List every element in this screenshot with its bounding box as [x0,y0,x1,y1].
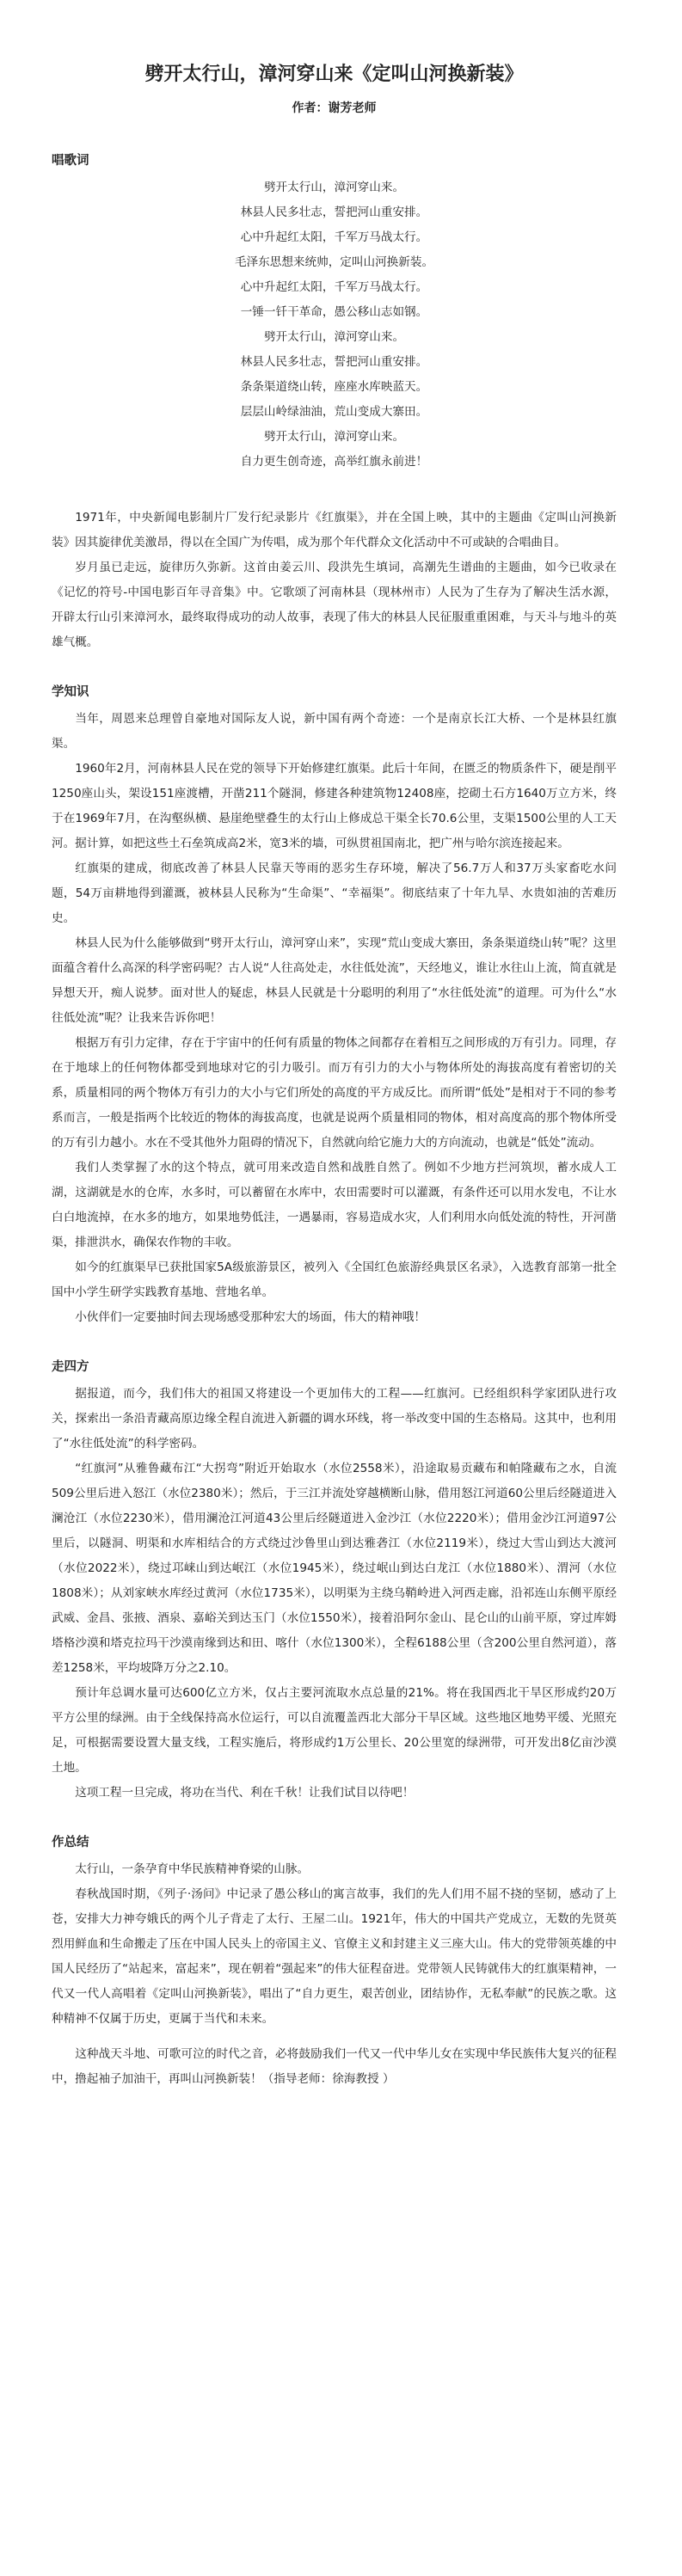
lyric-line: 毛泽东思想来统帅，定叫山河换新装。 [234,255,434,269]
lyric-line: 心中升起红太阳，千军万马战太行。 [240,230,428,244]
lyric-line: 劈开太行山，漳河穿山来。 [263,330,405,344]
paragraph: 春秋战国时期，《列子·汤问》中记录了愚公移山的寓言故事，我们的先人们用不屈不挠的坚韧，感动了上苍，安排大力神夸娥氏的两个儿子背走了太行、王屋二山。1921年，伟大的中国共产党成立，无数的先贤英烈用鲜血和生命搬走了压在中国人民头上的帝国主义、官僚主义和封建主义三座大山。伟大的党带领英雄的中国人民经历了“站起来，富起来”，现在朝着“强起来”的伟大征程奋进。党带领人民铸就伟大的红旗渠精神，一代又一代人高唱着《定叫山河换新装》，唱出了“自力更生，艰苦创业，团结协作，无私奉献”的民族之歌。这种精神不仅属于历史，更属于当代和未来。 [52,1887,617,2026]
lyric-line: 心中升起红太阳，千军万马战太行。 [240,280,428,294]
paragraph: 小伙伴们一定要抽时间去现场感受那种宏大的场面，伟大的精神哦！ [75,1310,426,1324]
paragraph: 这项工程一旦完成，将功在当代、利在千秋！让我们试目以待吧！ [75,1786,415,1800]
paragraph: 这种战天斗地、可歌可泣的时代之音，必将鼓励我们一代又一代中华儿女在实现中华民族伟大复兴的征程中，撸起袖子加油干，再叫山河换新装！（指导老师：徐海教授 ） [52,2047,617,2086]
paragraph: 如今的红旗渠早已获批国家5A级旅游景区，被列入《全国红色旅游经典景区名录》，入选教育部第一批全国中小学生研学实践教育基地、营地名单。 [52,1260,617,1299]
paragraph: 1960年2月，河南林县人民在党的领导下开始修建红旗渠。此后十年间，在匮乏的物质条件下，硬是削平1250座山头，架设151座渡槽，开凿211个隧洞，修建各种建筑物12408座，挖砌土石方1640万立方米，终于在1969年7月，在沟壑纵横、悬崖绝壁叠生的太行山上修成总干渠全长70.6公里，支渠1500公里的人工天河。据计算，如把这些土石垒筑成高2米，宽3米的墙，可纵贯祖国南北，把广州与哈尔滨连接起来。 [52,762,617,850]
section-sing [52,148,617,655]
paragraph: 我们人类掌握了水的这个特点，就可用来改造自然和战胜自然了。例如不少地方拦河筑坝，蓄水成人工湖，这湖就是水的仓库，水多时，可以蓄留在水库中，农田需要时可以灌溉，有条件还可以用水发电，不让水白白地流掉，在水多的地方，如果地势低洼，一遇暴雨，容易造成水灾，人们利用水向低处流的特性，开河凿渠，排泄洪水，确保农作物的丰收。 [52,1161,617,1249]
lyric-line: 层层山岭绿油油，荒山变成大寨田。 [240,405,428,419]
paragraph: 预计年总调水量可达600亿立方米，仅占主要河流取水点总量的21%。将在我国西北干旱区形成约20万平方公里的绿洲。由于全线保持高水位运行，可以自流覆盖西北大部分干旱区域。这些地区地势平缓、光照充足，可根据需要设置大量支线，工程实施后，将形成约1万公里长、20公里宽的绿洲带，可开发出8亿亩沙漠土地。 [52,1686,617,1775]
section-learn [52,679,617,1330]
lyric-line: 劈开太行山，漳河穿山来。 [263,181,405,194]
section-heading-walk: 走四方 [52,1360,89,1374]
section-heading-sing: 唱歌词 [52,154,89,168]
paragraph: “红旗河”从雅鲁藏布江“大拐弯”附近开始取水（水位2558米），沿途取易贡藏布和帕隆藏布之水，自流509公里后进入怒江（水位2380米）；然后，于三江并流处穿越横断山脉，借用怒江河道60公里后经隧道进入澜沧江（水位2230米），借用澜沧江河道43公里后经隧道进入金沙江（水位2220米）；借用金沙江河道97公里后，以隧洞、明渠和水库相结合的方式绕过沙鲁里山到达雅砻江（水位2119米），绕过大雪山到达大渡河（水位2022米），绕过邛崃山到达岷江（水位1945米），绕过岷山到达白龙江（水位1880米）、渭河（水位1808米）；从刘家峡水库经过黄河（水位1735米），以明渠为主绕乌鞘岭进入河西走廊，沿祁连山东侧平原经武威、金昌、张掖、酒泉、嘉峪关到达玉门（水位1550米），接着沿阿尔金山、昆仑山的山前平原，穿过库姆塔格沙漠和塔克拉玛干沙漠南缘到达和田、喀什（水位1300米），全程6188公里（含200公里自然河道），落差1258米，平均坡降万分之2.10。 [52,1462,617,1675]
section-summary [52,1830,617,2092]
lyric-line: 条条渠道绕山转，座座水库映蓝天。 [240,380,428,394]
paragraph: 红旗渠的建成，彻底改善了林县人民靠天等雨的恶劣生存环境，解决了56.7万人和37万头家畜吃水问题，54万亩耕地得到灌溉，被林县人民称为“生命渠”、“幸福渠”。彻底结束了十年九旱、水贵如油的苦难历史。 [52,862,617,925]
paragraph: 林县人民为什么能够做到“劈开太行山，漳河穿山来”，实现“荒山变成大寨田，条条渠道绕山转”呢？这里面蕴含着什么高深的科学密码呢？古人说“人往高处走，水往低处流”，天经地义，谁让水往山上流，简直就是异想天开，痴人说梦。面对世人的疑虑，林县人民就是十分聪明的利用了“水往低处流”的道理。可为什么“水往低处流”呢？让我来告诉你吧！ [52,936,617,1025]
paragraph: 根据万有引力定律，存在于宇宙中的任何有质量的物体之间都存在着相互之间形成的万有引力。同理，存在于地球上的任何物体都受到地球对它的引力吸引。而万有引力的大小与物体所处的海拔高度有着密切的关系，质量相同的两个物体万有引力的大小与它们所处的高度的平方成反比。而所谓“低处”是相对于不同的参考系而言，一般是指两个比较近的物体的海拔高度，也就是说两个质量相同的物体，相对高度高的那个物体所受的万有引力越小。水在不受其他外力阻碍的情况下，自然就向给它施力大的方向流动，也就是“低处”流动。 [52,1036,617,1150]
paragraph: 1971年，中央新闻电影制片厂发行纪录影片《红旗渠》，并在全国上映，其中的主题曲《定叫山河换新装》因其旋律优美激昂，得以在全国广为传唱，成为那个年代群众文化活动中不可或缺的合唱曲目。 [52,511,617,549]
paragraph: 岁月虽已走远，旋律历久弥新。这首由姜云川、段洪先生填词，高潮先生谱曲的主题曲，如今已收录在《记忆的符号-中国电影百年寻音集》中。它歌颂了河南林县（现林州市）人民为了生存为了解决生活水源，开辟太行山引来漳河水，最终取得成功的动人故事，表现了伟大的林县人民征服重重困难，与天斗与地斗的英雄气概。 [52,561,617,649]
paragraph: 据报道，而今，我们伟大的祖国又将建设一个更加伟大的工程——红旗河。已经组织科学家团队进行攻关，探索出一条沿青藏高原边缘全程自流进入新疆的调水环线，将一举改变中国的生态格局。这其中，也利用了“水往低处流”的科学密码。 [52,1387,617,1451]
lyric-line: 劈开太行山，漳河穿山来。 [263,430,405,444]
lyric-line: 林县人民多壮志，誓把河山重安排。 [240,205,428,219]
lyric-line: 一锤一钎干革命，愚公移山志如钢。 [240,305,428,319]
section-heading-summary: 作总结 [52,1836,89,1849]
lyrics-block [52,175,617,475]
section-heading-learn: 学知识 [52,685,89,699]
article-title: 劈开太行山，漳河穿山来《定叫山河换新装》 [144,64,524,85]
paragraph: 太行山，一条孕育中华民族精神脊梁的山脉。 [75,1862,310,1876]
lyric-line: 自力更生创奇迹，高举红旗永前进！ [240,455,428,469]
paragraph: 当年，周恩来总理曾自豪地对国际友人说，新中国有两个奇迹：一个是南京长江大桥、一个是林县红旗渠。 [52,712,617,751]
article-author: 作者：谢芳老师 [292,101,377,115]
section-walk [52,1354,617,1806]
lyric-line: 林县人民多壮志，誓把河山重安排。 [240,355,428,369]
